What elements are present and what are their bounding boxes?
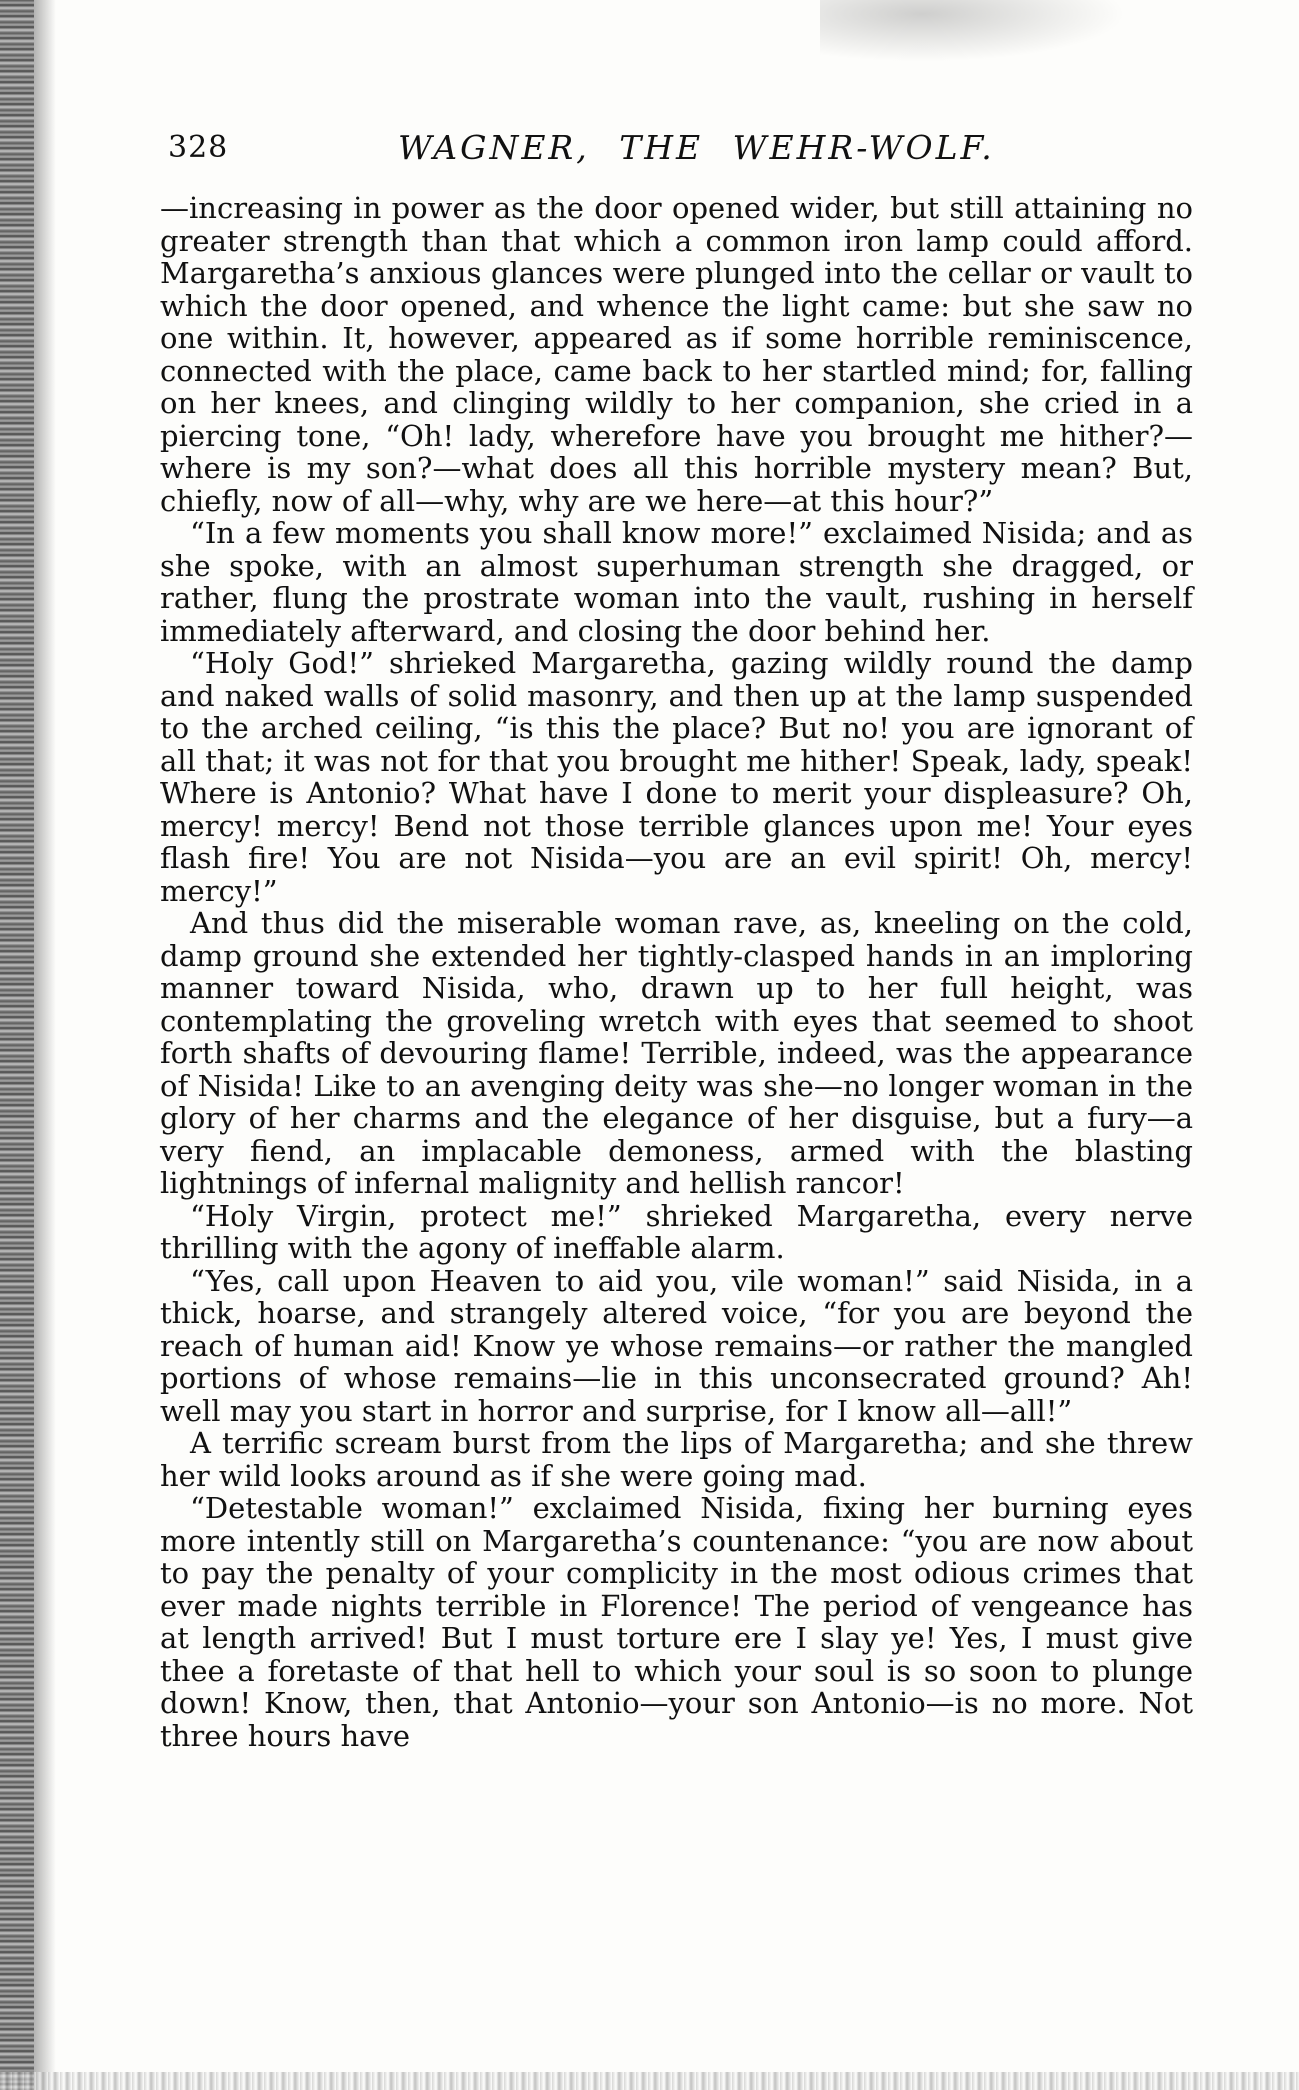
paragraph: “Holy God!” shrieked Margaretha, gazing wildly round the damp and naked walls of solid masonry, and then up at the lamp suspended to the arched ceiling, “is this the place? But no! you are ignorant of all that; it was not for that you brought me hither! Speak, lady, speak! Where is Antonio? What have I done to merit your displeasure? Oh, mercy! mercy! Bend not those terrible glances upon me! Your eyes flash fire! You are not Nisida—you are an evil spirit! Oh, mercy! mercy!” xyxy=(160,646,1193,908)
paragraph: “In a few moments you shall know more!” exclaimed Nisida; and as she spoke, with an almost superhuman strength she dragged, or rather, flung the prostrate woman into the vault, rushing in herself immediately afterward, and closing the door behind her. xyxy=(160,516,1193,648)
paragraph: A terrific scream burst from the lips of Margaretha; and she threw her wild looks around as if she were going mad. xyxy=(160,1426,1193,1493)
page-number: 328 xyxy=(168,130,229,165)
page-bottom-edge xyxy=(0,2072,1299,2090)
paragraph: And thus did the miserable woman rave, as, kneeling on the cold, damp ground she extended her tightly-clasped hands in an imploring manner toward Nisida, who, drawn up to her full height, was contemplating the groveling wretch with eyes that seemed to shoot forth shafts of devouring flame! Terrible, indeed, was the appearance of Nisida! Like to an avenging deity was she—no longer woman in the glory of her charms and the elegance of her disguise, but a fury—a very fiend, an implacable demoness, armed with the blasting lightnings of infernal malignity and hellish rancor! xyxy=(160,906,1193,1200)
body-text xyxy=(160,192,1193,1752)
paragraph: “Holy Virgin, protect me!” shrieked Margaretha, every nerve thrilling with the agony of ineffable alarm. xyxy=(160,1198,1193,1265)
page-binding-shadow xyxy=(34,0,56,2090)
paragraph: —increasing in power as the door opened wider, but still attaining no greater strength than that which a common iron lamp could afford. Margaretha’s anxious glances were plunged into the cellar or vault to which the door opened, and whence the light came: but she saw no one within. It, however, appeared as if some horrible reminiscence, connected with the place, came back to her startled mind; for, falling on her knees, and clinging wildly to her companion, she cried in a piercing tone, “Oh! lady, wherefore have you brought me hither?—where is my son?—what does all this horrible mystery mean? But, chiefly, now of all—why, why are we here—at this hour?” xyxy=(160,191,1193,518)
print-speckle xyxy=(820,0,1160,70)
page-binding-edge xyxy=(0,0,34,2090)
paragraph: “Yes, call upon Heaven to aid you, vile woman!” said Nisida, in a thick, hoarse, and strangely altered voice, “for you are beyond the reach of human aid! Know ye whose remains—or rather the mangled portions of whose remains—lie in this unconsecrated ground? Ah! well may you start in horror and surprise, for I know all—all!” xyxy=(160,1263,1193,1428)
running-title: WAGNER, THE WEHR-WOLF. xyxy=(398,128,995,167)
paragraph: “Detestable woman!” exclaimed Nisida, fixing her burning eyes more intently still on Margaretha’s countenance: “you are now about to pay the penalty of your complicity in the most odious crimes that ever made nights terrible in Florence! The period of vengeance has at length arrived! But I must torture ere I slay ye! Yes, I must give thee a foretaste of that hell to which your soul is so soon to plunge down! Know, then, that Antonio—your son Antonio—is no more. Not three hours have xyxy=(160,1491,1193,1753)
page-header xyxy=(168,118,1228,178)
